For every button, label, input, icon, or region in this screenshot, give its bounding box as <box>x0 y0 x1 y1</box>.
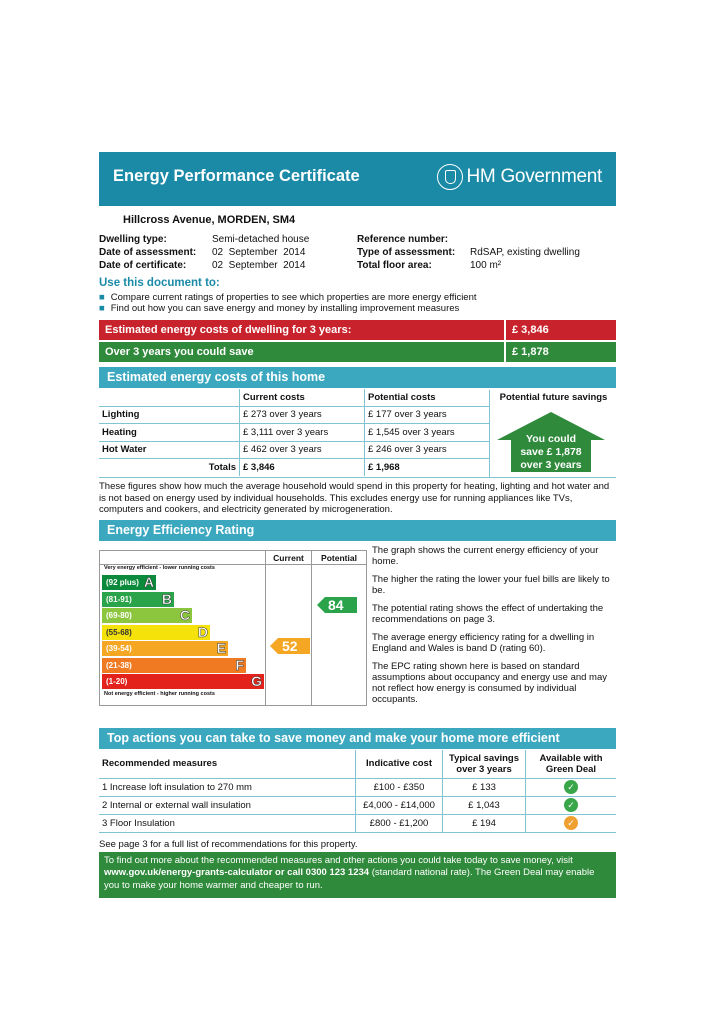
table-row <box>99 424 489 442</box>
row-label: Lighting <box>99 406 240 424</box>
measure-label: 2 Internal or external wall insulation <box>99 796 356 814</box>
rating-band-range: (39-54) <box>106 644 132 653</box>
costs-table <box>99 389 489 476</box>
see-more-note: See page 3 for a full list of recommendations for this property. <box>99 839 358 850</box>
costs-section-header: Estimated energy costs of this home <box>99 367 616 388</box>
actions-table <box>99 750 616 833</box>
actions-section-header: Top actions you can take to save money and make your home more efficient <box>99 728 616 749</box>
rating-band-letter: F <box>235 656 244 673</box>
explanation-paragraph: The higher the rating the lower your fuel bills are likely to be. <box>372 574 610 596</box>
green-deal-tick-icon: ✓ <box>564 780 578 794</box>
measure-cost: £4,000 - £14,000 <box>356 796 443 814</box>
rating-band-a <box>102 575 156 590</box>
efficiency-rating-chart <box>99 550 367 706</box>
rating-band-letter: G <box>251 673 262 689</box>
explanation-paragraph: The average energy efficiency rating for a dwelling in England and Wales is band D (rating 60). <box>372 632 595 654</box>
measure-cost: £100 - £350 <box>356 778 443 796</box>
potential-rating-value: 84 <box>328 597 344 613</box>
certificate-title: Energy Performance Certificate <box>113 167 360 185</box>
phone-number: 0300 123 1234 <box>305 867 370 879</box>
use-document-title: Use this document to: <box>99 277 220 289</box>
green-deal-tick-icon: ✓ <box>564 798 578 812</box>
table-row <box>99 778 616 796</box>
costs-note: These figures show how much the average household would spend in this property for heating, lighting and hot water and is not based on energy used by individual households. This excludes energy use for running appliances like TVs, computers and cookers, and electricity generated by microgeneration. <box>99 481 610 515</box>
royal-crest-icon <box>437 164 463 190</box>
total-potential: £ 1,968 <box>365 459 490 476</box>
estimated-cost-label: Estimated energy costs of dwelling for 3 years: <box>105 324 352 336</box>
rating-band-f <box>102 658 246 673</box>
certificate-date-label: Date of certificate: <box>99 260 187 271</box>
total-current: £ 3,846 <box>240 459 365 476</box>
floor-area-value: 100 m² <box>470 260 502 271</box>
use-bullet: ■ Find out how you can save energy and money by installing improvement measures <box>99 303 460 314</box>
potential-cost: £ 1,545 over 3 years <box>365 424 490 442</box>
chart-top-note: Very energy efficient - lower running costs <box>104 565 215 571</box>
assessment-type-label: Type of assessment: <box>357 247 456 258</box>
estimated-cost-value: £ 3,846 <box>504 320 549 340</box>
col-potential-rating: Potential <box>321 553 357 563</box>
rating-band-e <box>102 641 228 656</box>
rating-band-letter: E <box>216 640 226 656</box>
assessment-date-label: Date of assessment: <box>99 247 197 258</box>
current-cost: £ 462 over 3 years <box>240 441 365 459</box>
measure-saving: £ 133 <box>443 778 526 796</box>
potential-cost: £ 177 over 3 years <box>365 406 490 424</box>
rating-band-range: (81-91) <box>106 594 132 604</box>
table-row <box>99 814 616 832</box>
totals-row <box>99 459 489 476</box>
table-row <box>99 441 489 459</box>
table-row <box>99 406 489 424</box>
table-header-row <box>99 750 616 778</box>
rating-band-letter: C <box>179 607 190 623</box>
divider <box>99 477 616 478</box>
hm-government-logo <box>437 164 602 190</box>
certificate-header <box>99 152 616 206</box>
rating-band-range: (92 plus) <box>106 578 139 587</box>
col-future-savings: Potential future savings <box>499 392 608 403</box>
table-row <box>99 796 616 814</box>
rating-band-letter: B <box>161 590 172 607</box>
rating-band-letter: D <box>197 623 208 640</box>
row-label: Hot Water <box>99 441 240 459</box>
col-potential-costs: Potential costs <box>365 389 490 406</box>
col-green-deal: Available with Green Deal <box>526 750 617 778</box>
explanation-paragraph: The potential rating shows the effect of undertaking the recommendations on page 3. <box>372 603 604 625</box>
assessment-type-value: RdSAP, existing dwelling <box>470 247 580 258</box>
measure-saving: £ 194 <box>443 814 526 832</box>
rating-band-d <box>102 625 210 640</box>
potential-cost: £ 246 over 3 years <box>365 441 490 459</box>
table-header-row <box>99 389 489 406</box>
measure-label: 1 Increase loft insulation to 270 mm <box>99 778 356 796</box>
rating-band-range: (55-68) <box>106 627 132 637</box>
gov-uk-link[interactable]: www.gov.uk/energy-grants-calculator or call <box>104 867 306 879</box>
chart-bottom-note: Not energy efficient - higher running costs <box>104 691 215 697</box>
col-current-costs: Current costs <box>240 389 365 406</box>
rating-band-g <box>102 674 264 689</box>
current-rating-value: 52 <box>282 638 298 654</box>
floor-area-label: Total floor area: <box>357 260 432 271</box>
rating-band-range: (1-20) <box>106 677 128 686</box>
hm-government-logo-text: HM Government <box>466 166 602 187</box>
savings-label: Over 3 years you could save <box>105 346 254 358</box>
row-label: Heating <box>99 424 240 442</box>
measure-label: 3 Floor Insulation <box>99 814 356 832</box>
rating-band-range: (21-38) <box>106 660 132 670</box>
totals-label: Totals <box>208 461 236 473</box>
footer-info-box: To find out more about the recommended measures and other actions you could take today to save money, visit www.gov.uk/energy-grants-calculator or call 0300 123 1234 (standard national rate). The Green Deal may enable you to make your home warmer and cheaper to run. <box>99 852 616 898</box>
explanation-paragraph: The graph shows the current energy efficiency of your home. <box>372 545 599 567</box>
dwelling-type-value: Semi-detached house <box>212 234 310 245</box>
rating-band-b <box>102 592 174 607</box>
use-bullet: ■ Compare current ratings of properties to see which properties are more energy efficient <box>99 292 477 303</box>
efficiency-section-header: Energy Efficiency Rating <box>99 520 616 541</box>
col-typical-savings: Typical savings over 3 years <box>443 750 526 778</box>
property-address: Hillcross Avenue, MORDEN, SM4 <box>123 214 296 226</box>
certificate-date-value: 02 September 2014 <box>212 260 306 271</box>
col-current-rating: Current <box>273 553 304 563</box>
green-deal-tick-icon: ✓ <box>564 816 578 830</box>
current-cost: £ 273 over 3 years <box>240 406 365 424</box>
rating-band-letter: A <box>143 574 154 590</box>
rating-band-c <box>102 608 192 623</box>
reference-label: Reference number: <box>357 234 449 245</box>
savings-house-text: You could save £ 1,878 over 3 years <box>520 433 582 471</box>
col-recommended-measures: Recommended measures <box>99 750 356 778</box>
dwelling-type-label: Dwelling type: <box>99 234 167 245</box>
assessment-date-value: 02 September 2014 <box>212 247 306 258</box>
estimated-cost-band <box>99 320 616 340</box>
efficiency-explanation <box>372 545 616 705</box>
savings-value: £ 1,878 <box>504 342 549 362</box>
measure-saving: £ 1,043 <box>443 796 526 814</box>
current-cost: £ 3,111 over 3 years <box>240 424 365 442</box>
col-indicative-cost: Indicative cost <box>356 750 443 778</box>
explanation-paragraph: The EPC rating shown here is based on standard assumptions about occupancy and energy use and may not reflect how energy is consumed by individual occupants. <box>372 661 608 705</box>
savings-band <box>99 342 616 362</box>
measure-cost: £800 - £1,200 <box>356 814 443 832</box>
rating-band-range: (69-80) <box>106 611 132 620</box>
